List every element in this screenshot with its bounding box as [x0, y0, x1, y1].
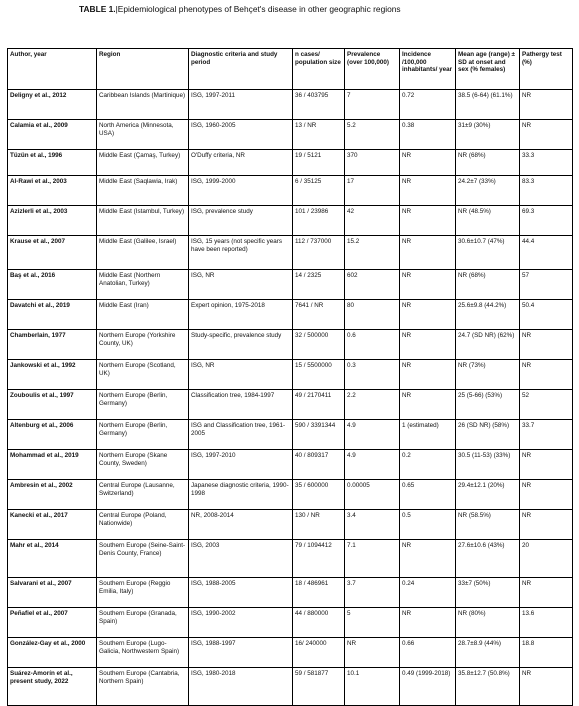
cell-prevalence: 4.9: [345, 420, 400, 450]
caption-separator: |: [115, 4, 118, 14]
header-pathergy: Pathergy test (%): [520, 49, 573, 90]
cell-prevalence: 7.1: [345, 540, 400, 578]
cell-incidence: NR: [400, 150, 456, 176]
cell-criteria: ISG, 1999-2000: [189, 176, 293, 206]
cell-region: Middle East (Saqlawia, Irak): [97, 176, 189, 206]
cell-incidence: NR: [400, 206, 456, 236]
cell-region: Northern Europe (Scotland, UK): [97, 360, 189, 390]
cell-cases: 112 / 737000: [293, 236, 345, 270]
cell-mean-age: NR (68%): [456, 270, 520, 300]
cell-cases: 36 / 403795: [293, 90, 345, 120]
cell-region: Caribbean Islands (Martinique): [97, 90, 189, 120]
cell-author: Salvarani et al., 2007: [8, 578, 97, 608]
cell-pathergy: NR: [520, 90, 573, 120]
cell-incidence: NR: [400, 390, 456, 420]
table-row: [8, 120, 573, 150]
cell-pathergy: NR: [520, 120, 573, 150]
cell-incidence: 0.72: [400, 90, 456, 120]
cell-region: Northern Europe (Skane County, Sweden): [97, 450, 189, 480]
cell-cases: 15 / 5500000: [293, 360, 345, 390]
cell-mean-age: 35.8±12.7 (50.8%): [456, 668, 520, 706]
cell-cases: 49 / 2170411: [293, 390, 345, 420]
cell-cases: 40 / 809317: [293, 450, 345, 480]
cell-prevalence: 5.2: [345, 120, 400, 150]
cell-criteria: ISG, 2003: [189, 540, 293, 578]
cell-prevalence: 42: [345, 206, 400, 236]
cell-prevalence: 602: [345, 270, 400, 300]
cell-region: Southern Europe (Seine-Saint-Denis County, France): [97, 540, 189, 578]
table-row: [8, 176, 573, 206]
cell-author: Azizlerli et al., 2003: [8, 206, 97, 236]
cell-mean-age: NR (73%): [456, 360, 520, 390]
cell-prevalence: 0.3: [345, 360, 400, 390]
cell-criteria: Classification tree, 1984-1997: [189, 390, 293, 420]
cell-mean-age: 38.5 (6-64) (61.1%): [456, 90, 520, 120]
header-incidence: Incidence /100,000 inhabitants/ year: [400, 49, 456, 90]
cell-mean-age: 26 (SD NR) (58%): [456, 420, 520, 450]
cell-cases: 19 / 5121: [293, 150, 345, 176]
cell-criteria: ISG, NR: [189, 270, 293, 300]
cell-prevalence: 4.9: [345, 450, 400, 480]
header-author: Author, year: [8, 49, 97, 90]
cell-mean-age: NR (48.5%): [456, 206, 520, 236]
table-row: [8, 450, 573, 480]
table-label: TABLE 1.: [79, 4, 116, 14]
cell-pathergy: 57: [520, 270, 573, 300]
cell-region: Northern Europe (Berlin, Germany): [97, 390, 189, 420]
cell-incidence: NR: [400, 330, 456, 360]
cell-prevalence: 0.6: [345, 330, 400, 360]
cell-prevalence: 0.00005: [345, 480, 400, 510]
cell-criteria: ISG, prevalence study: [189, 206, 293, 236]
table-row: [8, 90, 573, 120]
cell-incidence: 0.24: [400, 578, 456, 608]
cell-cases: 18 / 486961: [293, 578, 345, 608]
cell-author: Jankowski et al., 1992: [8, 360, 97, 390]
cell-incidence: 0.49 (1999-2018): [400, 668, 456, 706]
cell-region: Middle East (Çamaş, Turkey): [97, 150, 189, 176]
cell-pathergy: 83.3: [520, 176, 573, 206]
cell-pathergy: 69.3: [520, 206, 573, 236]
cell-prevalence: 370: [345, 150, 400, 176]
table-row: [8, 150, 573, 176]
table-row: [8, 578, 573, 608]
cell-mean-age: 24.2±7 (33%): [456, 176, 520, 206]
cell-region: Northern Europe (Berlin, Germany): [97, 420, 189, 450]
cell-cases: 101 / 23986: [293, 206, 345, 236]
cell-pathergy: 33.7: [520, 420, 573, 450]
cell-pathergy: NR: [520, 668, 573, 706]
cell-author: Mohammad et al., 2019: [8, 450, 97, 480]
cell-incidence: 0.38: [400, 120, 456, 150]
cell-mean-age: 27.6±10.6 (43%): [456, 540, 520, 578]
cell-incidence: 0.65: [400, 480, 456, 510]
cell-pathergy: NR: [520, 480, 573, 510]
cell-region: Middle East (Galilee, Israel): [97, 236, 189, 270]
cell-prevalence: 10.1: [345, 668, 400, 706]
cell-author: Baş et al., 2016: [8, 270, 97, 300]
cell-region: Middle East (Northern Anatolian, Turkey): [97, 270, 189, 300]
cell-region: North America (Minnesota, USA): [97, 120, 189, 150]
cell-pathergy: NR: [520, 330, 573, 360]
cell-mean-age: 31±9 (30%): [456, 120, 520, 150]
cell-mean-age: 25 (5-66) (53%): [456, 390, 520, 420]
table-row: [8, 300, 573, 330]
cell-incidence: NR: [400, 236, 456, 270]
cell-criteria: ISG, 1990-2002: [189, 608, 293, 638]
cell-author: Chamberlain, 1977: [8, 330, 97, 360]
cell-prevalence: 5: [345, 608, 400, 638]
cell-author: González-Gay et al., 2000: [8, 638, 97, 668]
header-criteria: Diagnostic criteria and study period: [189, 49, 293, 90]
table-row: [8, 668, 573, 706]
epidemiology-table: [7, 48, 573, 706]
cell-criteria: ISG and Classification tree, 1961-2005: [189, 420, 293, 450]
cell-pathergy: NR: [520, 450, 573, 480]
cell-criteria: ISG, 1960-2005: [189, 120, 293, 150]
cell-incidence: NR: [400, 300, 456, 330]
cell-cases: 130 / NR: [293, 510, 345, 540]
cell-pathergy: 33.3: [520, 150, 573, 176]
cell-mean-age: 30.5 (11-53) (33%): [456, 450, 520, 480]
cell-incidence: 0.66: [400, 638, 456, 668]
cell-criteria: Study-specific, prevalence study: [189, 330, 293, 360]
cell-incidence: 0.5: [400, 510, 456, 540]
cell-mean-age: 24.7 (SD NR) (62%): [456, 330, 520, 360]
cell-author: Krause et al., 2007: [8, 236, 97, 270]
cell-author: Calamia et al., 2009: [8, 120, 97, 150]
cell-cases: 13 / NR: [293, 120, 345, 150]
cell-cases: 590 / 3391344: [293, 420, 345, 450]
cell-incidence: NR: [400, 176, 456, 206]
header-mean-age: Mean age (range) ± SD at onset and sex (% females): [456, 49, 520, 90]
cell-region: Middle East (Iran): [97, 300, 189, 330]
table-row: [8, 638, 573, 668]
cell-author: Suárez-Amorín et al., present study, 2022: [8, 668, 97, 706]
cell-mean-age: NR (58.5%): [456, 510, 520, 540]
cell-criteria: O'Duffy criteria, NR: [189, 150, 293, 176]
cell-prevalence: 2.2: [345, 390, 400, 420]
cell-mean-age: 25.6±9.8 (44.2%): [456, 300, 520, 330]
cell-incidence: NR: [400, 608, 456, 638]
cell-region: Northern Europe (Yorkshire County, UK): [97, 330, 189, 360]
cell-incidence: 1 (estimated): [400, 420, 456, 450]
cell-cases: 32 / 500000: [293, 330, 345, 360]
cell-criteria: ISG, 1988-1997: [189, 638, 293, 668]
cell-prevalence: 7: [345, 90, 400, 120]
cell-pathergy: 52: [520, 390, 573, 420]
cell-pathergy: NR: [520, 510, 573, 540]
cell-author: Altenburg et al., 2006: [8, 420, 97, 450]
cell-prevalence: 80: [345, 300, 400, 330]
cell-region: Central Europe (Poland, Nationwide): [97, 510, 189, 540]
cell-cases: 16/ 240000: [293, 638, 345, 668]
cell-incidence: NR: [400, 540, 456, 578]
header-region: Region: [97, 49, 189, 90]
cell-prevalence: 15.2: [345, 236, 400, 270]
cell-author: Peñafiel et al., 2007: [8, 608, 97, 638]
cell-incidence: NR: [400, 270, 456, 300]
cell-region: Southern Europe (Lugo-Galicia, Northwestern Spain): [97, 638, 189, 668]
cell-pathergy: 18.8: [520, 638, 573, 668]
table-body: [8, 90, 573, 706]
table-row: [8, 510, 573, 540]
cell-author: Kanecki et al., 2017: [8, 510, 97, 540]
cell-region: Southern Europe (Cantabria, Northern Spain): [97, 668, 189, 706]
cell-criteria: ISG, 1997-2010: [189, 450, 293, 480]
header-cases: n cases/ population size: [293, 49, 345, 90]
cell-prevalence: NR: [345, 638, 400, 668]
cell-prevalence: 3.4: [345, 510, 400, 540]
cell-cases: 7641 / NR: [293, 300, 345, 330]
cell-region: Central Europe (Lausanne, Switzerland): [97, 480, 189, 510]
table-row: [8, 540, 573, 578]
table-row: [8, 608, 573, 638]
table-row: [8, 330, 573, 360]
header-prevalence: Prevalence (over 100,000): [345, 49, 400, 90]
cell-criteria: Expert opinion, 1975-2018: [189, 300, 293, 330]
table-row: [8, 360, 573, 390]
cell-pathergy: 44.4: [520, 236, 573, 270]
cell-mean-age: NR (68%): [456, 150, 520, 176]
cell-criteria: ISG, 1997-2011: [189, 90, 293, 120]
table-row: [8, 480, 573, 510]
cell-mean-age: 29.4±12.1 (20%): [456, 480, 520, 510]
cell-author: Davatchi et al., 2019: [8, 300, 97, 330]
cell-author: Tüzün et al., 1996: [8, 150, 97, 176]
cell-author: Ambresin et al., 2002: [8, 480, 97, 510]
cell-cases: 79 / 1094412: [293, 540, 345, 578]
cell-pathergy: NR: [520, 578, 573, 608]
cell-cases: 35 / 600000: [293, 480, 345, 510]
cell-cases: 6 / 35125: [293, 176, 345, 206]
cell-author: Deligny et al., 2012: [8, 90, 97, 120]
cell-criteria: ISG, 1988-2005: [189, 578, 293, 608]
cell-pathergy: 13.6: [520, 608, 573, 638]
cell-author: Zouboulis et al., 1997: [8, 390, 97, 420]
header-row: [8, 49, 573, 90]
cell-prevalence: 3.7: [345, 578, 400, 608]
table-row: [8, 390, 573, 420]
cell-incidence: NR: [400, 360, 456, 390]
cell-pathergy: NR: [520, 360, 573, 390]
cell-pathergy: 50.4: [520, 300, 573, 330]
cell-prevalence: 17: [345, 176, 400, 206]
cell-mean-age: 33±7 (50%): [456, 578, 520, 608]
cell-mean-age: 28.7±8.9 (44%): [456, 638, 520, 668]
table-title: Epidemiological phenotypes of Behçet's disease in other geographic regions: [117, 4, 401, 14]
cell-incidence: 0.2: [400, 450, 456, 480]
cell-region: Southern Europe (Granada, Spain): [97, 608, 189, 638]
table-row: [8, 236, 573, 270]
cell-author: Al-Rawi et al., 2003: [8, 176, 97, 206]
cell-mean-age: NR (80%): [456, 608, 520, 638]
cell-region: Southern Europe (Reggio Emilia, Italy): [97, 578, 189, 608]
cell-mean-age: 30.6±10.7 (47%): [456, 236, 520, 270]
cell-region: Middle East (Istambul, Turkey): [97, 206, 189, 236]
table-row: [8, 206, 573, 236]
table-caption: [79, 4, 401, 14]
cell-criteria: ISG, 15 years (not specific years have been reported): [189, 236, 293, 270]
cell-cases: 44 / 880000: [293, 608, 345, 638]
cell-author: Mahr et al., 2014: [8, 540, 97, 578]
table-row: [8, 270, 573, 300]
cell-criteria: NR, 2008-2014: [189, 510, 293, 540]
cell-pathergy: 20: [520, 540, 573, 578]
cell-criteria: ISG, 1980-2018: [189, 668, 293, 706]
cell-cases: 14 / 2325: [293, 270, 345, 300]
table-row: [8, 420, 573, 450]
cell-cases: 59 / 581877: [293, 668, 345, 706]
cell-criteria: Japanese diagnostic criteria, 1990-1998: [189, 480, 293, 510]
cell-criteria: ISG, NR: [189, 360, 293, 390]
